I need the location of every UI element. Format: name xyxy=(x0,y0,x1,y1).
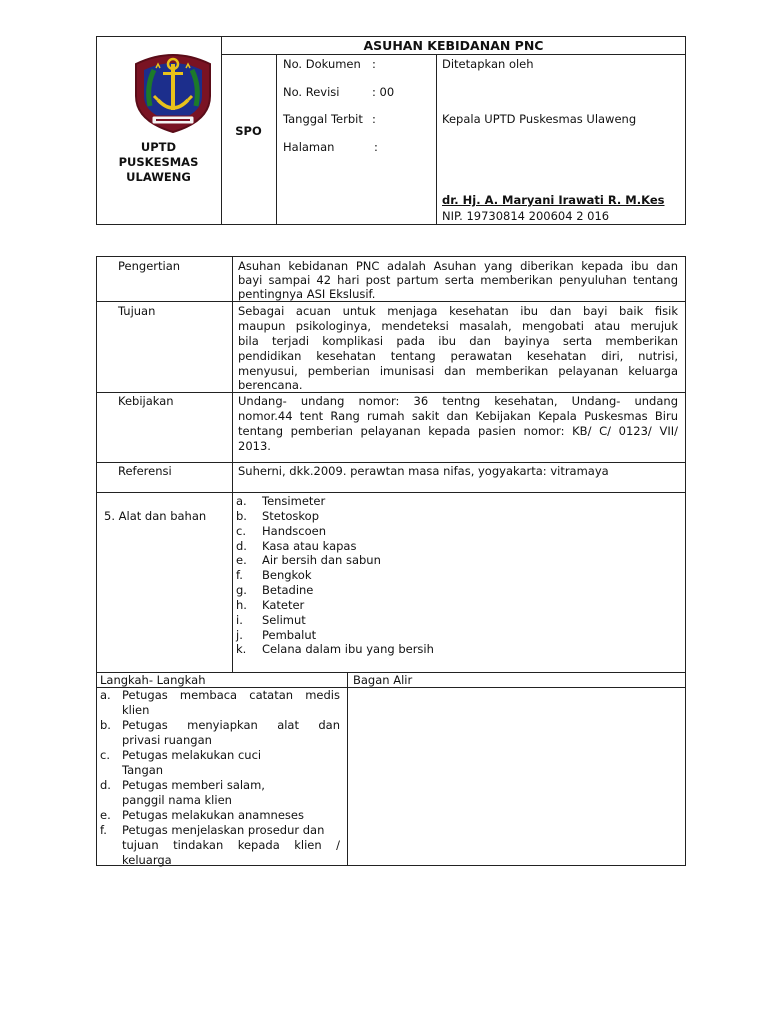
pengertian-line-2: bayi sampai 42 hari post partum serta memberikan penyuluhan tentang xyxy=(238,273,678,287)
signer-nip: NIP. 19730814 200604 2 016 xyxy=(442,209,610,223)
field-no-dokumen-value: : xyxy=(372,57,376,71)
tujuan-line-1: Sebagai acuan untuk menjaga kesehatan ibu dan bayi baik fisik xyxy=(238,304,678,318)
list-item: a. Tensimeter xyxy=(236,494,326,508)
list-item: e. Petugas melakukan anamneses xyxy=(100,808,304,822)
referensi-label: Referensi xyxy=(118,464,172,478)
pengertian-line-1: Asuhan kebidanan PNC adalah Asuhan yang diberikan kepada ibu dan xyxy=(238,259,678,273)
tujuan-line-4: pendidikan kesehatan tentang perawatan kesehatan diri, nutrisi, xyxy=(238,349,678,363)
list-item: e. Air bersih dan sabun xyxy=(236,553,381,568)
tujuan-line-2: maupun psikologinya, mendeteksi masalah, mengobati atau merujuk xyxy=(238,319,678,333)
list-item: g. Betadine xyxy=(236,583,314,598)
tujuan-line-6: berencana. xyxy=(238,378,303,392)
signer-name: dr. Hj. A. Maryani Irawati R. M.Kes xyxy=(442,193,665,207)
field-no-revisi-value: : 00 xyxy=(372,85,395,99)
spo-label: SPO xyxy=(235,124,262,138)
list-item: f. Petugas menjelaskan prosedur dan tujuan tindakan kepada klien / keluarga xyxy=(100,823,340,867)
list-item: h. Kateter xyxy=(236,597,305,612)
list-item: i. Selimut xyxy=(236,612,306,627)
list-item: d. Kasa atau kapas xyxy=(236,538,357,553)
list-item: b. Stetoskop xyxy=(236,508,320,523)
langkah-header: Langkah- Langkah xyxy=(100,673,206,687)
field-no-dokumen-label: No. Dokumen xyxy=(283,57,361,71)
list-item: b. Petugas menyiapkan alat dan privasi ruangan xyxy=(100,718,340,747)
logo-caption-line-1: UPTD xyxy=(140,140,177,154)
list-item: j. Pembalut xyxy=(236,627,317,642)
field-tanggal-terbit-label: Tanggal Terbit xyxy=(283,112,363,126)
list-item: c. Petugas melakukan cuci Tangan xyxy=(100,748,262,777)
puskesmas-logo xyxy=(128,46,218,136)
field-halaman-label: Halaman xyxy=(283,140,335,154)
list-item: a. Petugas membaca catatan medis klien xyxy=(100,688,340,717)
tujuan-label: Tujuan xyxy=(118,304,156,318)
alat-label: 5. Alat dan bahan xyxy=(104,509,207,523)
kebijakan-line-1: Undang- undang nomor: 36 tentng kesehatan, Undang- undang xyxy=(238,394,678,408)
field-halaman-value: : xyxy=(374,140,378,154)
field-tanggal-terbit-value: : xyxy=(372,112,376,126)
document-title: ASUHAN KEBIDANAN PNC xyxy=(363,38,544,53)
pengertian-line-3: pentingnya ASI Ekslusif. xyxy=(238,287,376,301)
tujuan-line-3: bila terjadi komplikasi pada ibu dan bayinya serta memberikan xyxy=(238,334,678,348)
alat-list xyxy=(236,494,676,657)
logo-caption-line-2: PUSKESMAS xyxy=(118,155,199,169)
list-item: k. Celana dalam ibu yang bersih xyxy=(236,642,434,657)
kebijakan-line-4: 2013. xyxy=(238,439,271,453)
kebijakan-label: Kebijakan xyxy=(118,394,174,408)
bagan-alir-header: Bagan Alir xyxy=(353,673,413,687)
list-item: d. Petugas memberi salam, panggil nama klien xyxy=(100,778,265,807)
kebijakan-line-2: nomor.44 tent Rang rumah sakit dan Kebijakan Kepala Puskesmas Biru xyxy=(238,409,678,423)
tujuan-line-5: menyusui, pemberian imunisasi dan memberikan pelayanan keluarga xyxy=(238,364,678,378)
langkah-steps xyxy=(100,688,340,868)
referensi-text: Suherni, dkk.2009. perawtan masa nifas, yogyakarta: vitramaya xyxy=(238,464,609,478)
list-item: f. Bengkok xyxy=(236,568,312,583)
pengertian-label: Pengertian xyxy=(118,259,181,273)
kebijakan-line-3: tentang pemberian pelayanan kepada pasien nomor: KB/ C/ 0123/ VII/ xyxy=(238,424,678,438)
field-no-revisi-label: No. Revisi xyxy=(283,85,340,99)
logo-caption-line-3: ULAWENG xyxy=(126,170,191,184)
ditetapkan-oleh: Ditetapkan oleh xyxy=(442,57,534,71)
kepala-uptd: Kepala UPTD Puskesmas Ulaweng xyxy=(442,112,637,126)
list-item: c. Handscoen xyxy=(236,523,326,538)
